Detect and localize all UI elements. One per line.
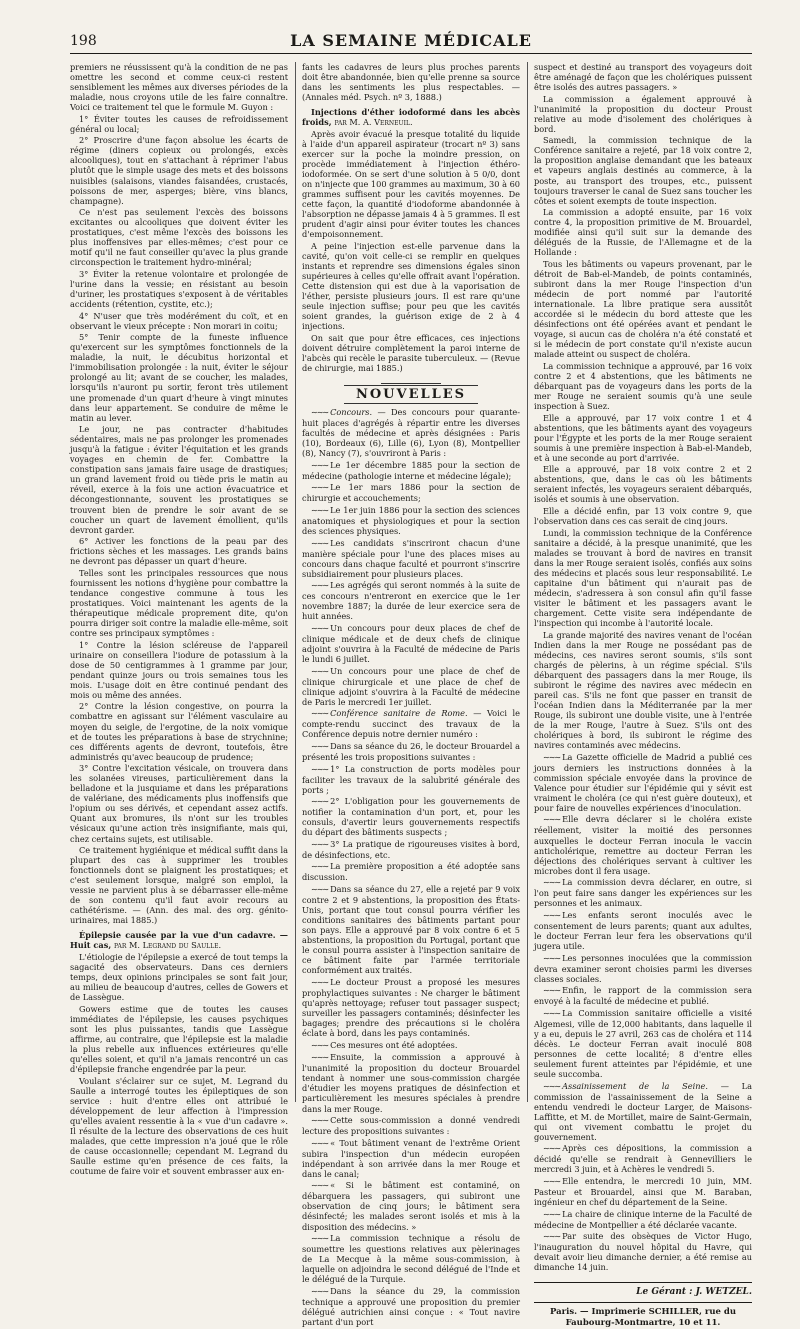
- wave-dash-icon: ∼∼∼: [543, 953, 561, 963]
- wave-dash-icon: ∼∼∼: [543, 1144, 561, 1154]
- news-text: Le docteur Proust a proposé les mesures prophylactiques suivantes : Ne charger le bâtiment qu'après nettoyage; refuser tout passager suspect; surveiller les passagers contaminés; désinfecter les bagages; prendre des précautions si le choléra éclate à bord, dans les pays contaminés.: [302, 976, 520, 1039]
- paragraph: 6° Activer les fonctions de la peau par des frictions sèches et les massages. Les grands bains ne devront pas dépasser un quart d'heure.: [70, 536, 288, 567]
- news-text: Le 1er mars 1886 pour la section de chirurgie et accouchements;: [302, 482, 520, 504]
- article-title-text: Injections d'éther iodoformé dans les abcès froids,: [302, 107, 520, 128]
- page-header: [70, 31, 752, 54]
- news-text: La première proposition a été adoptée sans discussion.: [302, 861, 520, 883]
- paragraph: suspect et destiné au transport des voyageurs doit être aménagé de façon que les cholériques puissent être isolés des autres passagers. »: [534, 62, 752, 93]
- news-text: Un concours pour deux places de chef de clinique médicale et de deux chefs de clinique adjoint s'ouvrira à la Faculté de médecine de Paris le lundi 6 juillet.: [302, 622, 520, 665]
- wave-dash-icon: ∼∼∼: [543, 1209, 561, 1219]
- news-item: [302, 666, 520, 707]
- news-item: [302, 407, 520, 458]
- news-text: — La commission de l'assainissement de la Seine a entendu vendredi le docteur Larger, de Maisons-Laffitte, et M. de Mortillet, maire de Saint-Germain, qui ont vivement combattu le projet du gouvernement.: [534, 1080, 752, 1142]
- wave-dash-icon: ∼∼∼: [311, 581, 329, 591]
- news-item: [302, 1115, 520, 1136]
- news-item: [302, 977, 520, 1038]
- paragraph: La commission a adopté ensuite, par 16 voix contre 4, la proposition primitive de M. Brouardel, modifiée ainsi qu'il suit sur la demande des délégués de la Russie, de l'Allemagne et de la Hollande :: [534, 207, 752, 258]
- wave-dash-icon: ∼∼∼: [311, 839, 329, 849]
- paragraph: Après avoir évacué la presque totalité du liquide à l'aide d'un appareil aspirateur (trocart nº 3) sans exercer sur la poche la moindre pression, on procède immédiatement à l'injection éthéro-iodoformée. On se sert d'une solution à 5 0/0, dont on n'injecte que 100 grammes au maximum, 30 à 60 grammes suffisent pour les cavités moyennes. De cette façon, la quantité d'iodoforme abandonnée à l'absorption ne dépasse jamais 4 à 5 grammes. Il est prudent d'agir ainsi pour éviter toutes les chances d'empoisonnement.: [302, 128, 520, 240]
- news-item: [302, 796, 520, 837]
- section-heading: [302, 383, 520, 400]
- column-divider: [295, 62, 296, 1102]
- paragraph: Ce n'est pas seulement l'excès des boissons excitantes ou alcooliques que doivent éviter les prostatiques, c'est même l'excès des boissons les plus inoffensives par elles-mêmes; c'est pour ce motif qu'il ne faut conseiller qu'avec la plus grande circonspection le traitement hydro-minéral;: [70, 207, 288, 268]
- wave-dash-icon: ∼∼∼: [311, 538, 329, 548]
- news-text: Les candidats s'inscriront chacun d'une manière spéciale pour l'une des places mises au concours dans chaque faculté et pourront s'inscrire subsidiairement pour plusieurs places.: [302, 537, 520, 579]
- paragraph: 2° Contre la lésion congestive, on pourra la combattre en agissant sur l'élément vasculaire au moyen du seigle, de l'ergotine, de la noix vomique et de toutes les préparations à base de strychnine; ces différents agents de devront, toutefois, être administrés qu'avec beaucoup de prudence;: [70, 701, 288, 762]
- news-text: Elle devra déclarer si le choléra existe réellement, visiter la moitié des personnes auxquelles le docteur Ferran inocula le vaccin anticholérique, remettre au docteur Ferran les déjections des cholériques servant à cultiver les microbes dont il fera usage.: [534, 814, 752, 876]
- wave-dash-icon: ∼∼∼: [543, 1232, 561, 1242]
- news-item: [302, 460, 520, 481]
- article-title: [302, 107, 520, 127]
- wave-dash-icon: ∼∼∼: [543, 1008, 561, 1018]
- journal-title: LA SEMAINE MÉDICALE: [290, 31, 532, 50]
- article-author: par M. Legrand du Saulle.: [114, 940, 222, 951]
- news-item: [302, 861, 520, 882]
- news-text: La Gazette officielle de Madrid a publié ces jours derniers les instructions données à la commission spéciale envoyée dans la province de Valence pour étudier sur l'épidémie qui y sévit est vraiment le choléra (ce qui n'est guère douteux), et pour faire de nouvelles expériences d'inoculation.: [534, 751, 752, 813]
- news-item: [534, 1008, 752, 1079]
- news-item: [302, 839, 520, 860]
- paragraph: La commission technique a approuvé, par 16 voix contre 2 et 4 abstentions, que les bâtiments ne débarquant pas de voyageurs dans les ports de la mer Rouge ne seraient soumis qu'à une seule inspection à Suez.: [534, 360, 752, 412]
- news-text: 2° L'obligation pour les gouvernements de notifier la contamination d'un port, et, pour les consuls, d'avertir leurs gouvernements respectifs du départ des bâtiments suspects ;: [302, 796, 520, 838]
- news-text: Les agrégés qui seront nommés à la suite de ces concours n'entreront en exercice que le 1er novembre 1887; la durée de leur exercice sera de huit années.: [302, 580, 520, 622]
- wave-dash-icon: ∼∼∼: [543, 1177, 561, 1187]
- news-item: [534, 877, 752, 908]
- column-divider: [527, 62, 528, 1102]
- paragraph: Elle a décidé enfin, par 13 voix contre 9, que l'observation dans ces cas serait de cinq jours.: [534, 506, 752, 527]
- news-item: [302, 580, 520, 621]
- paragraph: 3° Éviter la retenue volontaire et prolongée de l'urine dans la vessie; en résistant au besoin d'uriner, les prostatiques s'exposent à de véritables accidents (rétention, cystite, etc.);: [70, 268, 288, 310]
- news-text: « Si le bâtiment est contaminé, on débarquera les passagers, qui subiront une observation de cinq jours; le bâtiment sera désinfecté; les malades seront isolés et mis à la disposition des médecins. »: [302, 1180, 520, 1232]
- gerant-signature: Le Gérant : J. WETZEL.: [636, 1287, 752, 1298]
- paragraph: La grande majorité des navires venant de l'océan Indien dans la mer Rouge ne possédant pas de médecins, ces navires seront soumis, s'ils sont chargés de pèlerins, à un régime spécial. S'ils débarquent des passagers dans la mer Rouge, ils subiront le régime des navires avec médecin en pareil cas. S'ils ne font que passer en transit de l'océan Indien dans la Méditerranée par la mer Rouge, ils subiront une double visite, une à l'entrée de la mer Rouge, l'autre à Suez. S'ils ont des cholériques à bord, ils subiront le régime des navires contaminés avec médecins.: [534, 629, 752, 751]
- news-item: [534, 814, 752, 875]
- news-item: [302, 1138, 520, 1179]
- news-item: [302, 764, 520, 795]
- news-text: 3° La pratique de rigoureuses visites à bord, de désinfections, etc.: [302, 838, 520, 860]
- divider: [534, 1282, 752, 1283]
- wave-dash-icon: ∼∼∼: [543, 986, 561, 996]
- wave-dash-icon: ∼∼∼: [311, 1040, 329, 1050]
- printer-imprint: Paris. — Imprimerie SCHILLER, rue du Faubourg-Montmartre, 10 et 11.: [549, 1307, 737, 1329]
- paragraph: fants les cadavres de leurs plus proches parents doit être abandonnée, bien qu'elle prenne sa source dans les sentiments les plus respectables. — (Annales méd. Psych. nº 3, 1888.): [302, 62, 520, 103]
- wave-dash-icon: ∼∼∼: [311, 764, 329, 774]
- wave-dash-icon: ∼∼∼: [311, 741, 329, 751]
- wave-dash-icon: ∼∼∼: [311, 1286, 329, 1296]
- news-item: [302, 884, 520, 975]
- news-text: Les enfants seront inoculés avec le consentement de leurs parents; quant aux adultes, le docteur Ferran leur fera les observations qu'il jugera utile.: [534, 909, 752, 951]
- paragraph: 1° Éviter toutes les causes de refroidissement général ou local;: [70, 113, 288, 134]
- divider: [534, 1302, 752, 1303]
- wave-dash-icon: ∼∼∼: [543, 910, 561, 920]
- news-item: [534, 1143, 752, 1174]
- wave-dash-icon: ∼∼∼: [311, 1234, 329, 1244]
- wave-dash-icon: ∼∼∼: [311, 885, 329, 895]
- paragraph: Ce traitement hygiénique et médical suffit dans la plupart des cas à supprimer les troubles fonctionnels dont se plaignent les prostatiques; et c'est seulement lorsque, malgré son emploi, la vessie ne parvient plus à se débarrasser elle-même de son contenu qu'il faut avoir recours au cathétérisme. — (Ann. des mal. des org. génito-urinaires, mai 1885.): [70, 845, 288, 926]
- wave-dash-icon: ∼∼∼: [311, 407, 329, 417]
- news-lead: Concours.: [330, 406, 373, 417]
- wave-dash-icon: ∼∼∼: [311, 623, 329, 633]
- news-text: Cette sous-commission a donné vendredi lecture des propositions suivantes :: [302, 1115, 520, 1137]
- page-number: 198: [70, 33, 97, 49]
- paragraph: 1° Contre la lésion scléreuse de l'appareil urinaire on conseillera l'iodure de potassium à la dose de 50 centigrammes à 1 gramme par jour, pendant quinze jours ou trois semaines tous les mois. L'usage doit en être continué pendant des mois ou même des années.: [70, 639, 288, 700]
- wave-dash-icon: ∼∼∼: [543, 752, 561, 762]
- news-text: Dans sa séance du 27, elle a rejeté par 9 voix contre 2 et 9 abstentions, la proposition des États-Unis, portant que tout consul pourra vérifier les conditions sanitaires des bâtiments partant pour son pays. Elle a approuvé par 8 voix contre 6 et 5 abstentions, la proposition du Portugal, portant que le consul pourra assister à l'inspection sanitaire de ce bâtiment faite par l'armée territoriale conformément aux traités.: [302, 884, 520, 976]
- wave-dash-icon: ∼∼∼: [311, 1138, 329, 1148]
- news-item: [302, 538, 520, 579]
- news-lead: Assainissement de la Seine.: [562, 1080, 708, 1091]
- news-text: Par suite des obsèques de Victor Hugo, l'inauguration du nouvel hôpital du Havre, qui devait avoir lieu dimanche dernier, a été remise au dimanche 14 juin.: [534, 1231, 752, 1273]
- news-text: Elle entendra, le mercredi 10 juin, MM. Pasteur et Brouardel, ainsi que M. Baraban, ingénieur en chef du département de la Seine.: [534, 1176, 752, 1208]
- column-3: [534, 62, 752, 1329]
- news-text: Les personnes inoculées que la commission devra examiner seront choisies parmi les diverses classes sociales.: [534, 952, 752, 984]
- article-title-text: Épilepsie causée par la vue d'un cadavre. — Huit cas,: [70, 930, 288, 951]
- wave-dash-icon: ∼∼∼: [311, 460, 329, 470]
- wave-dash-icon: ∼∼∼: [311, 483, 329, 493]
- paragraph: L'étiologie de l'épilepsie a exercé de tout temps la sagacité des observateurs. Dans ces derniers temps, deux opinions principales se sont fait jour, au milieu de beaucoup d'autres, celles de Gowers et de Lassègue.: [70, 952, 288, 1003]
- paragraph: Tous les bâtiments ou vapeurs provenant, par le détroit de Bab-el-Mandeb, de points contaminés, subiront dans la mer Rouge l'inspection d'un médecin de port nommé par l'autorité internationale. La libre pratique sera aussitôt accordée si le médecin du bord atteste que les désinfections ont été opérées avant et pendant le voyage, si aucun cas de choléra n'a été constaté et si le médecin de port constate qu'il n'existe aucun malade atteint ou suspect de choléra.: [534, 258, 752, 360]
- wave-dash-icon: ∼∼∼: [543, 1081, 561, 1091]
- wave-dash-icon: ∼∼∼: [311, 797, 329, 807]
- news-text: Un concours pour une place de chef de clinique chirurgicale et une place de chef de clinique adjoint s'ouvrira à la Faculté de médecine de Paris le mercredi 1er juillet.: [302, 665, 520, 707]
- news-item: [534, 1176, 752, 1207]
- news-text: Le 1er décembre 1885 pour la section de médecine (pathologie interne et médecine légale);: [302, 459, 520, 481]
- news-text: Après ces dépositions, la commission a décidé qu'elle se rendrait à Gennevilliers le mercredi 3 juin, et à Achères le vendredi 5.: [534, 1143, 752, 1175]
- wave-dash-icon: ∼∼∼: [311, 1053, 329, 1063]
- wave-dash-icon: ∼∼∼: [543, 878, 561, 888]
- paragraph: Lundi, la commission technique de la Conférence sanitaire a décidé, à la presque unanimité, que les malades se trouvant à bord de navires en transit dans la mer Rouge seraient isolés, confiés aux soins des médecins et placés sous leur responsabilité. Le capitaine d'un bâtiment qui n'aurait pas de médecin, s'adressera à son consul afin qu'il fasse visiter le bâtiment et les passagers avant le chargement. Cette visite sera indépendante de l'inspection qui incombe à l'autorité locale.: [534, 527, 752, 629]
- news-item: [302, 482, 520, 503]
- news-text: Ensuite, la commission a approuvé à l'unanimité la proposition du docteur Brouardel tendant à nommer une sous-commission chargée d'étudier les moyens pratiques de désinfection et particulièrement les mesures spéciales à prendre dans la mer Rouge.: [302, 1052, 520, 1114]
- wave-dash-icon: ∼∼∼: [311, 862, 329, 872]
- paragraph: A peine l'injection est-elle parvenue dans la cavité, qu'on voit celle-ci se remplir en quelques instants et reprendre ses dimensions égales sinon supérieures à celles qu'elle offrait avant l'opération. Cette distension qui est due à la vaporisation de l'éther, persiste plusieurs jours. Il est rare qu'une seule injection suffise; pour peu que les cavités soient grandes, la guérison exige de 2 à 4 injections.: [302, 240, 520, 332]
- news-text: La chaire de clinique interne de la Faculté de médecine de Montpellier a été déclarée vacante.: [534, 1208, 752, 1230]
- paragraph: 4° N'user que très modérément du coït, et en observant le vieux précepte : Non morari in coitu;: [70, 310, 288, 331]
- article-columns: [70, 62, 752, 1329]
- column-1: [70, 62, 288, 1177]
- news-text: — Voici le compte-rendu succinct des travaux de la Conférence depuis notre dernier numéro :: [302, 708, 520, 740]
- news-lead: Conférence sanitaire de Rome.: [330, 708, 468, 719]
- news-item: [534, 1209, 752, 1230]
- wave-dash-icon: ∼∼∼: [311, 1181, 329, 1191]
- news-text: 1° La construction de ports modèles pour faciliter les travaux de la salubrité générale des ports ;: [302, 763, 520, 795]
- paragraph: Gowers estime que de toutes les causes immédiates de l'épilepsie, les causes psychiques sont les plus puissantes, tandis que Lassègue affirme, au contraire, que l'épilepsie est la maladie la plus rebelle aux influences extérieures qu'elle qu'elles soient, et qu'il n'a jamais rencontré un cas d'épilepsie franche engendrée par la peur.: [70, 1003, 288, 1075]
- news-item: [302, 1233, 520, 1284]
- news-item: [302, 623, 520, 664]
- paragraph: Elle a approuvé, par 18 voix contre 2 et 2 abstentions, que, dans le cas où les bâtiments seraient infectés, les voyageurs seraient débarqués, isolés et soumis à une observation.: [534, 464, 752, 505]
- news-text: « Tout bâtiment venant de l'extrême Orient subira l'inspection d'un médecin européen indépendant à son arrivée dans la mer Rouge et dans le canal;: [302, 1137, 520, 1179]
- news-item: [534, 953, 752, 984]
- news-text: La Commission sanitaire officielle a visité Algemesi, ville de 12,000 habitants, dans laquelle il y a eu, depuis le 27 avril, 263 cas de choléra et 114 décès. Le docteur Ferran avait inoculé 808 personnes de cette localité; 8 d'entre elles seulement furent atteintes par l'épidémie, et une seule succomba.: [534, 1007, 752, 1080]
- article-title: [70, 930, 288, 950]
- news-text: Le 1er juin 1886 pour la section des sciences anatomiques et physiologiques et pour la section des sciences physiques.: [302, 504, 520, 536]
- paragraph: Le jour, ne pas contracter d'habitudes sédentaires, mais ne pas prolonger les promenades jusqu'à la fatigue : éviter l'équitation et les grands voyages en chemin de fer. Combattre la constipation sans jamais faire usage de drastiques; un grand lavement froid ou tiède pris le matin au réveil, exerce à la fois une action évacuatrice et décongestionnante, souvent les prostatiques se trouvent bien de prendre le soir avant de se coucher un quart de lavement émollient, qu'ils devront garder.: [70, 424, 288, 535]
- news-text: Dans sa séance du 26, le docteur Brouardel a présenté les trois propositions suivantes :: [302, 740, 520, 762]
- news-item: [302, 1040, 520, 1051]
- news-item: [534, 985, 752, 1006]
- news-text: Dans la séance du 29, la commission technique a approuvé une proposition du premier délégué autrichien ainsi conçue : « Tout navire partant d'un port: [302, 1285, 520, 1327]
- paragraph: premiers ne réussissent qu'à la condition de ne pas omettre les second et comme ceux-ci restent sensiblement les mêmes aux diverses périodes de la maladie, nous croyons utile de les faire connaître. Voici ce traitement tel que le formule M. Guyon :: [70, 62, 288, 113]
- news-item: [302, 1286, 520, 1327]
- paragraph: 2° Proscrire d'une façon absolue les écarts de régime (diners copieux ou prolongés, excès alcooliques), tout en s'attachant à réprimer l'abus plutôt que le simple usage des mets et des boissons nuisibles (salaisons, viandes faisandées, crustacés, poissons de mer, asperges; bière, vins blancs, champagne).: [70, 135, 288, 206]
- news-text: Ces mesures ont été adoptées.: [330, 1039, 458, 1050]
- news-text: — Des concours pour quarante-huit places d'agrégés à répartir entre les diverses facultés de médecine et après désignées : Paris (10), Bordeaux (6), Lille (6), Lyon (8), Montpellier (8), Nancy (7), s'ouvriront à Paris :: [302, 406, 520, 459]
- news-item: [534, 1231, 752, 1272]
- wave-dash-icon: ∼∼∼: [311, 666, 329, 676]
- paragraph: On sait que pour être efficaces, ces injections doivent détruire complètement la paroi interne de l'abcès qui recèle le parasite tuberculeux. — (Revue de chirurgie, mai 1885.): [302, 332, 520, 373]
- wave-dash-icon: ∼∼∼: [311, 709, 329, 719]
- paragraph: 5° Tenir compte de la funeste influence qu'exercent sur les symptômes fonctionnels de la maladie, la nuit, le décubitus horizontal et l'immobilisation prolongée : la nuit, éviter le séjour prolongé au lit; avant de se coucher, les malades, lorsqu'ils n'auront pu sortir, feront très utilement une promenade d'un quart d'heure à vingt minutes dans leur appartement. Se conduire de même le matin au lever.: [70, 332, 288, 423]
- news-item: [302, 708, 520, 739]
- wave-dash-icon: ∼∼∼: [311, 505, 329, 515]
- section-heading-text: NOUVELLES: [344, 385, 478, 404]
- news-text: La commission devra déclarer, en outre, si l'on peut faire sans danger les expériences sur les personnes et les animaux.: [534, 877, 752, 909]
- news-text: Enfin, le rapport de la commission sera envoyé à la faculté de médecine et publié.: [534, 985, 752, 1007]
- news-item: [302, 1052, 520, 1113]
- paragraph: 3° Contre l'excitation vésicale, on trouvera dans les solanées vireuses, particulièrement dans la belladone et la jusquiame et dans les préparations de valériane, des médicaments plus inoffensifs que l'opium ou ses dérivés, et cependant assez actifs. Quant aux bromures, ils n'ont sur les troubles vésicaux qu'une action très insignifiante, mais qui, chez certains sujets, est utilisable.: [70, 763, 288, 844]
- column-2: [302, 62, 520, 1327]
- news-text: La commission technique a résolu de soumettre les questions relatives aux pèlerinages de La Mecque à la même sous-commission, à laquelle on adjoindra le second délégué de l'Inde et le délégué de la Turquie.: [302, 1233, 520, 1285]
- paragraph: Telles sont les principales ressources que nous fournissent les notions d'hygiène pour combattre la tendance congestive commune à tous les prostatiques. Voici maintenant les agents de la thérapeutique médicale proprement dite, qu'on pourra diriger soit contre la maladie elle-même, soit contre ses principaux symptômes :: [70, 567, 288, 639]
- news-item: [302, 505, 520, 536]
- wave-dash-icon: ∼∼∼: [543, 815, 561, 825]
- paragraph: Elle a approuvé, par 17 voix contre 1 et 4 abstentions, que les bâtiments ayant des voyageurs pour l'Égypte et les ports de la mer Rouge seraient soumis à une première inspection à Bab-el-Mandeb, et à une seconde au port d'arrivée.: [534, 412, 752, 463]
- paragraph: Samedi, la commission technique de la Conférence sanitaire a rejeté, par 18 voix contre 2, la proposition anglaise demandant que les bateaux et vapeurs anglais destinés au commerce, à la poste, au transport des troupes, etc., puissent toujours traverser le canal de Suez sans toucher les côtes et soient exempts de toute inspection.: [534, 135, 752, 206]
- article-author: par M. A. Verneuil.: [334, 117, 413, 128]
- news-item: [534, 752, 752, 813]
- wave-dash-icon: ∼∼∼: [311, 1116, 329, 1126]
- paragraph: La commission a également approuvé à l'unanimité la proposition du docteur Proust relative au mode d'isolement des cholériques à bord.: [534, 93, 752, 134]
- news-item: [302, 741, 520, 762]
- news-item: [534, 910, 752, 951]
- wave-dash-icon: ∼∼∼: [311, 977, 329, 987]
- paragraph: Voulant s'éclairer sur ce sujet, M. Legrand du Saulle a interrogé toutes les épileptiques de son service : huit d'entre elles ont attribué le développement de leur affection à l'impression qu'elles avaient ressentie à la « vue d'un cadavre ». Il résulte de la lecture des observations de ces huit malades, que cette impression n'a joué que le rôle de cause occasionnelle; cependant M. Legrand du Saulle estime qu'en présence de ces faits, la coutume de faire voir et souvent embrasser aux en-: [70, 1075, 288, 1177]
- news-item: [302, 1180, 520, 1231]
- news-item: [534, 1081, 752, 1142]
